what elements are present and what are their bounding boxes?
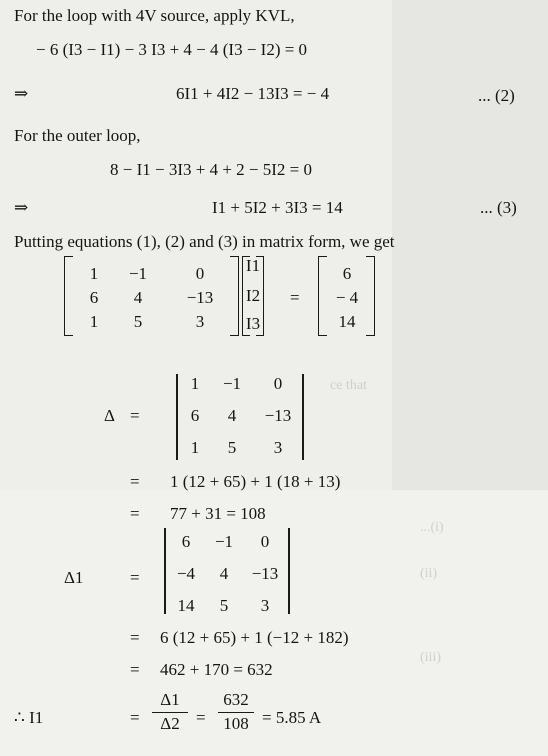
outer-loop-intro: For the outer loop, xyxy=(14,126,141,145)
bleed-through-text: (iii) xyxy=(420,650,441,665)
rhs-vector-bracket-left xyxy=(318,256,327,336)
determinant-cell: 4 xyxy=(227,406,237,425)
delta1-symbol: Δ1 xyxy=(64,568,84,587)
determinant-cell: 6 xyxy=(181,532,191,551)
delta-result: 77 + 31 = 108 xyxy=(170,504,266,523)
fraction-denominator: Δ2 xyxy=(160,714,180,733)
equals-sign: = xyxy=(130,708,140,727)
determinant-bar-left xyxy=(176,374,178,460)
kvl-equation: − 6 (I3 − I1) − 3 I3 + 4 − 4 (I3 − I2) = 0 xyxy=(36,40,308,59)
coefficient-matrix-bracket-right xyxy=(230,256,239,336)
determinant-cell: −1 xyxy=(222,374,242,393)
equals-sign: = xyxy=(130,660,140,679)
matrix-cell: −1 xyxy=(128,264,148,283)
determinant-cell: 1 xyxy=(190,374,200,393)
equation-2: 6I1 + 4I2 − 13I3 = − 4 xyxy=(176,84,330,103)
determinant-cell: 3 xyxy=(260,596,270,615)
fraction-numerator: 632 xyxy=(223,690,249,709)
fraction-denominator: 108 xyxy=(223,714,249,733)
equation-3-number: ... (3) xyxy=(480,198,517,217)
determinant-bar-right xyxy=(288,528,290,614)
rhs-cell: 6 xyxy=(342,264,352,283)
kvl-intro: For the loop with 4V source, apply KVL, xyxy=(14,6,295,25)
equals-sign: = xyxy=(130,406,140,425)
equals-sign: = xyxy=(196,708,206,727)
determinant-cell: 6 xyxy=(190,406,200,425)
rhs-vector-bracket-right xyxy=(366,256,375,336)
bleed-through-text: ce that xyxy=(330,378,367,393)
matrix-cell: 6 xyxy=(89,288,99,307)
unknown-cell: I2 xyxy=(245,286,261,305)
determinant-cell: −1 xyxy=(214,532,234,551)
matrix-cell: −13 xyxy=(186,288,214,307)
delta-expansion: 1 (12 + 65) + 1 (18 + 13) xyxy=(170,472,341,491)
equals-sign: = xyxy=(130,568,140,587)
implies-symbol: ⇒ xyxy=(14,84,29,103)
coefficient-matrix-bracket-left xyxy=(64,256,73,336)
matrix-cell: 1 xyxy=(89,264,99,283)
determinant-cell: −4 xyxy=(176,564,196,583)
equals-sign: = xyxy=(130,504,140,523)
equals-sign: = xyxy=(130,628,140,647)
determinant-cell: 0 xyxy=(260,532,270,551)
determinant-cell: 5 xyxy=(227,438,237,457)
matrix-equals: = xyxy=(290,288,300,307)
matrix-cell: 3 xyxy=(195,312,205,331)
determinant-cell: 0 xyxy=(273,374,283,393)
determinant-cell: −13 xyxy=(264,406,292,425)
matrix-intro: Putting equations (1), (2) and (3) in matrix form, we get xyxy=(14,232,395,251)
delta1-result: 462 + 170 = 632 xyxy=(160,660,273,679)
rhs-cell: 14 xyxy=(338,312,356,331)
equals-sign: = xyxy=(130,472,140,491)
rhs-cell: − 4 xyxy=(335,288,359,307)
unknown-cell: I3 xyxy=(245,314,261,333)
determinant-cell: 1 xyxy=(190,438,200,457)
equation-2-number: ... (2) xyxy=(478,86,515,105)
bleed-through-text: (ii) xyxy=(420,566,438,581)
determinant-cell: 14 xyxy=(177,596,195,615)
page-background-bleed xyxy=(392,0,548,500)
delta1-expansion: 6 (12 + 65) + 1 (−12 + 182) xyxy=(160,628,349,647)
unknown-cell: I1 xyxy=(245,256,261,275)
delta-symbol: Δ xyxy=(104,406,115,425)
determinant-bar-right xyxy=(302,374,304,460)
determinant-cell: 3 xyxy=(273,438,283,457)
therefore-i1: ∴ I1 xyxy=(14,708,44,727)
outer-loop-equation: 8 − I1 − 3I3 + 4 + 2 − 5I2 = 0 xyxy=(110,160,313,179)
matrix-cell: 5 xyxy=(133,312,143,331)
equation-3: I1 + 5I2 + 3I3 = 14 xyxy=(212,198,343,217)
fraction-numerator: Δ1 xyxy=(160,690,180,709)
determinant-bar-left xyxy=(164,528,166,614)
implies-symbol: ⇒ xyxy=(14,198,29,217)
matrix-cell: 4 xyxy=(133,288,143,307)
determinant-cell: 4 xyxy=(219,564,229,583)
determinant-cell: 5 xyxy=(219,596,229,615)
matrix-cell: 1 xyxy=(89,312,99,331)
bleed-through-text: ...(i) xyxy=(420,520,444,535)
final-result: = 5.85 A xyxy=(262,708,322,727)
determinant-cell: −13 xyxy=(251,564,279,583)
matrix-cell: 0 xyxy=(195,264,205,283)
